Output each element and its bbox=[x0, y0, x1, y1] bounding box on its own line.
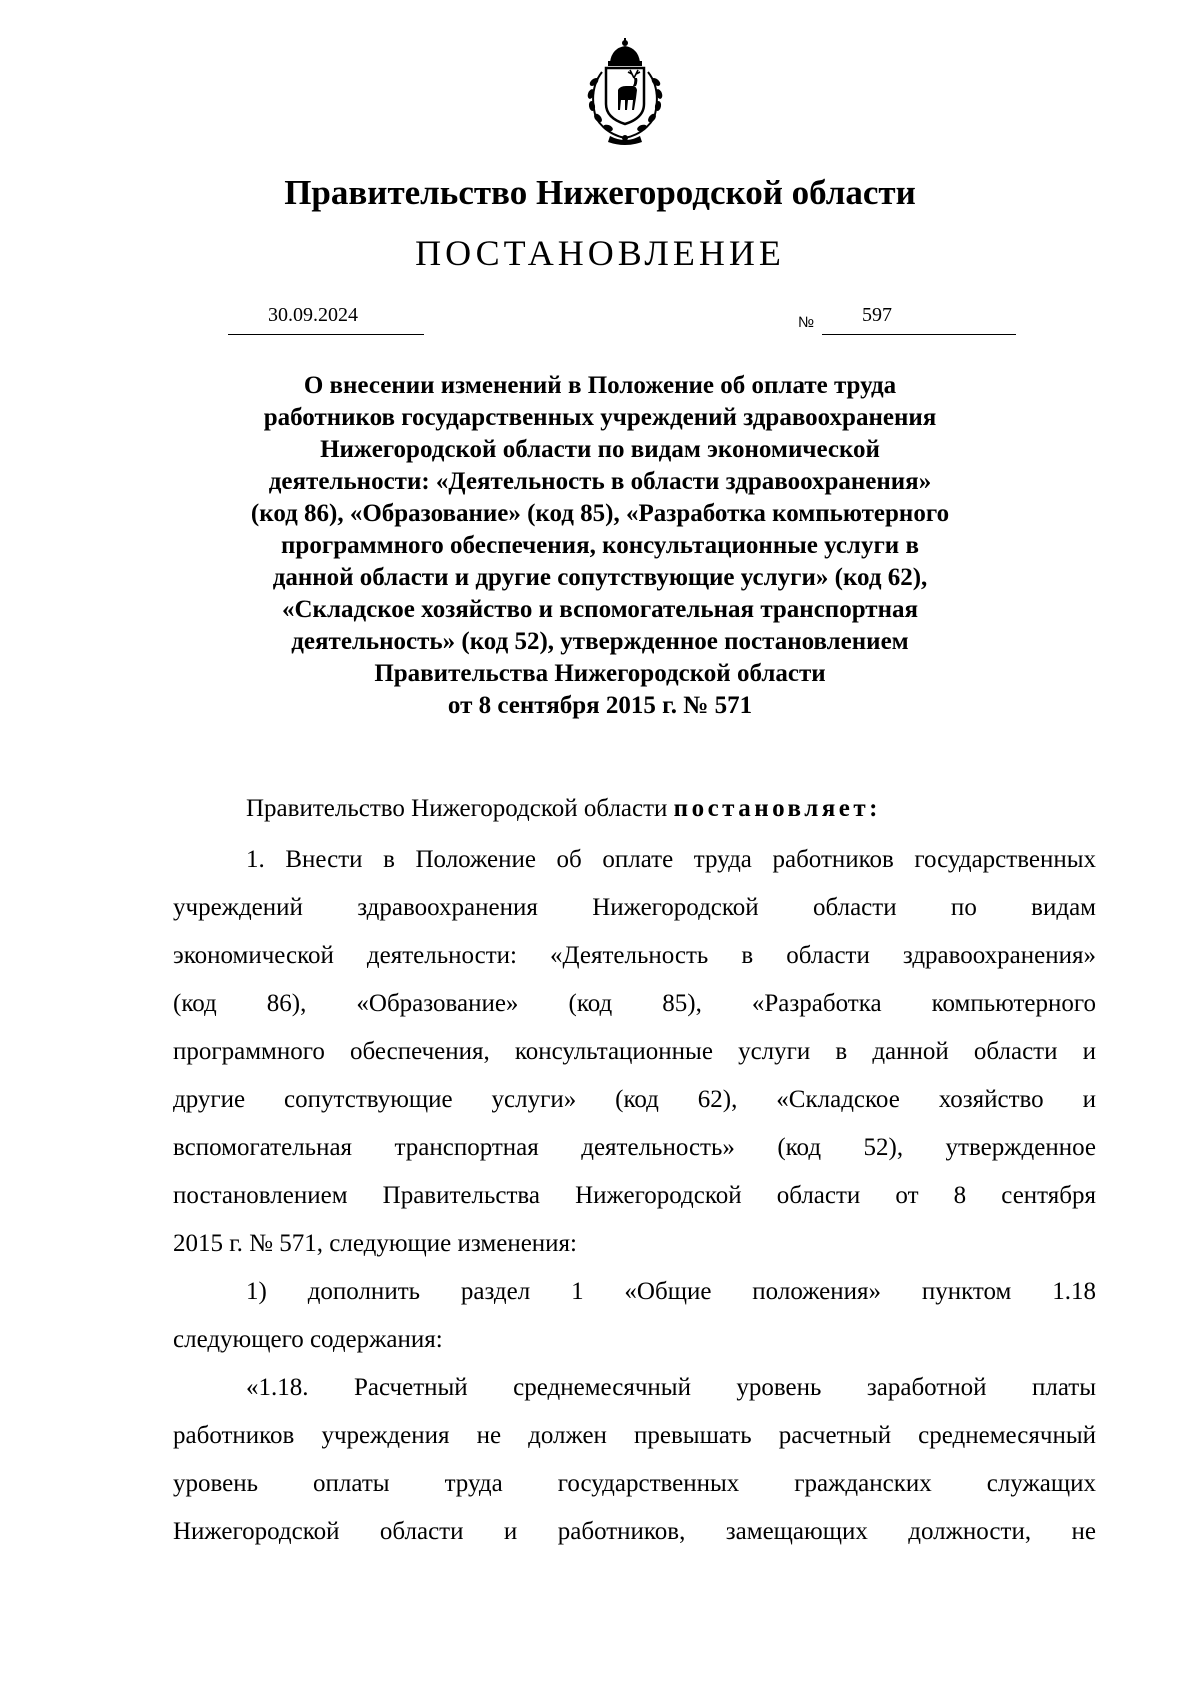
subject-line: программного обеспечения, консультационные услуги в bbox=[281, 532, 919, 559]
document-number: 597 bbox=[862, 304, 892, 326]
paragraph-3 bbox=[173, 1364, 1096, 1556]
document-body bbox=[173, 836, 1096, 1556]
number-sign-label: № bbox=[798, 314, 815, 331]
paragraph-2 bbox=[173, 1268, 1096, 1364]
body-line: постановлением Правительства Нижегородской области от 8 сентября bbox=[173, 1182, 1096, 1209]
body-line: следующего содержания: bbox=[173, 1326, 443, 1353]
body-line: Нижегородской области и работников, замещающих должности, не bbox=[173, 1518, 1096, 1545]
intro-text: Правительство Нижегородской области bbox=[246, 795, 674, 822]
body-line: другие сопутствующие услуги» (код 62), «Складское хозяйство и bbox=[173, 1086, 1096, 1113]
body-line: 2015 г. № 571, следующие изменения: bbox=[173, 1230, 577, 1257]
subject-line: (код 86), «Образование» (код 85), «Разработка компьютерного bbox=[250, 500, 950, 527]
subject-line: Правительства Нижегородской области bbox=[374, 660, 826, 687]
paragraph-1 bbox=[173, 836, 1096, 1268]
body-line: экономической деятельности: «Деятельность в области здравоохранения» bbox=[173, 942, 1096, 969]
subject-line: О внесении изменений в Положение об оплате труда bbox=[303, 372, 897, 399]
document-date-field bbox=[228, 304, 424, 335]
subject-line: данной области и другие сопутствующие услуги» (код 62), bbox=[272, 564, 928, 591]
resolution-intro bbox=[246, 795, 881, 823]
subject-line: деятельности: «Деятельность в области здравоохранения» bbox=[268, 468, 932, 495]
body-line: работников учреждения не должен превышать расчетный среднемесячный bbox=[173, 1422, 1096, 1449]
coat-of-arms-emblem bbox=[570, 38, 680, 146]
body-line: (код 86), «Образование» (код 85), «Разработка компьютерного bbox=[173, 990, 1096, 1017]
body-line: уровень оплаты труда государственных гражданских служащих bbox=[173, 1470, 1096, 1497]
body-line: учреждений здравоохранения Нижегородской области по видам bbox=[173, 894, 1096, 921]
body-line: 1) дополнить раздел 1 «Общие положения» пунктом 1.18 bbox=[246, 1278, 1096, 1305]
body-line: 1. Внести в Положение об оплате труда работников государственных bbox=[246, 846, 1096, 873]
body-line: программного обеспечения, консультационные услуги в данной области и bbox=[173, 1038, 1096, 1065]
subject-line: «Складское хозяйство и вспомогательная транспортная bbox=[282, 596, 918, 623]
subject-line: от 8 сентября 2015 г. № 571 bbox=[447, 692, 753, 719]
government-title: Правительство Нижегородской области bbox=[284, 173, 916, 212]
subject-line: деятельность» (код 52), утвержденное постановлением bbox=[291, 628, 909, 655]
body-line: вспомогательная транспортная деятельность» (код 52), утвержденное bbox=[173, 1134, 1096, 1161]
document-subject bbox=[160, 370, 1040, 722]
intro-verb: постановляет: bbox=[673, 795, 881, 822]
body-line: «1.18. Расчетный среднемесячный уровень заработной платы bbox=[246, 1374, 1096, 1401]
subject-line: работников государственных учреждений здравоохранения bbox=[263, 404, 937, 431]
document-type-title: ПОСТАНОВЛЕНИЕ bbox=[415, 233, 785, 273]
document-date: 30.09.2024 bbox=[268, 304, 358, 326]
subject-line: Нижегородской области по видам экономической bbox=[320, 436, 880, 463]
document-number-field bbox=[822, 304, 1016, 335]
